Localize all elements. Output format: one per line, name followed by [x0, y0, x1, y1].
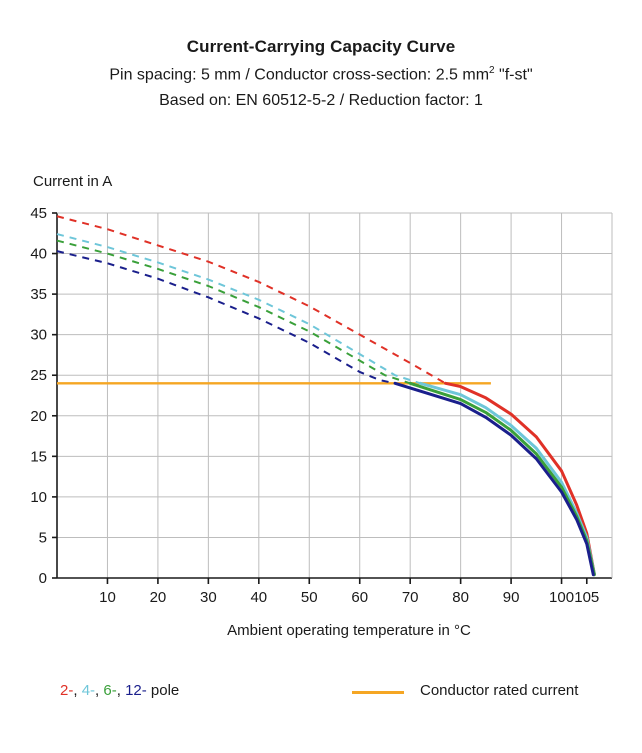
subtitle-1-post: "f-st"	[494, 66, 533, 84]
legend-2-pole: 2-	[60, 682, 74, 699]
svg-text:10: 10	[30, 488, 47, 506]
chart-legend	[0, 682, 642, 706]
subtitle-1-pre: Pin spacing: 5 mm / Conductor cross-section: 2.5 mm	[109, 66, 490, 84]
legend-sep-2: ,	[95, 682, 104, 699]
legend-sep-3: ,	[116, 682, 126, 699]
svg-text:50: 50	[300, 589, 318, 606]
svg-text:80: 80	[452, 589, 469, 606]
axis-lines	[52, 213, 612, 584]
svg-text:35: 35	[30, 286, 47, 304]
svg-text:30: 30	[200, 589, 217, 606]
svg-text:5: 5	[38, 529, 47, 547]
svg-text:40: 40	[30, 245, 47, 263]
x-axis-title-text: Ambient operating temperature in °C	[227, 622, 471, 639]
svg-text:70: 70	[401, 589, 419, 606]
svg-text:90: 90	[502, 589, 520, 606]
x-axis-title	[0, 622, 642, 639]
svg-text:45: 45	[30, 205, 47, 222]
svg-text:100: 100	[549, 589, 575, 606]
legend-poles	[60, 682, 179, 699]
gridlines	[57, 213, 612, 578]
svg-text:20: 20	[149, 589, 167, 606]
svg-text:20: 20	[30, 407, 47, 425]
legend-pole-suffix: pole	[146, 682, 180, 699]
legend-sep-1: ,	[73, 682, 82, 699]
capacity-curves	[57, 216, 594, 575]
subtitle-line-2: Based on: EN 60512-5-2 / Reduction factor: 1	[159, 92, 483, 110]
svg-text:30: 30	[30, 326, 47, 344]
y-axis-title: Current in A	[33, 173, 113, 190]
x-tick-labels	[99, 589, 599, 606]
legend-4-pole: 4-	[81, 682, 96, 699]
legend-6-pole: 6-	[103, 682, 117, 699]
svg-text:0: 0	[38, 570, 47, 587]
svg-text:40: 40	[250, 589, 268, 606]
legend-rated-label: Conductor rated current	[420, 682, 579, 699]
legend-rated-swatch	[352, 691, 404, 694]
legend-12-pole: 12-	[125, 682, 147, 699]
svg-text:105: 105	[574, 589, 600, 606]
svg-text:10: 10	[99, 589, 116, 606]
subtitle-1-superscript: 2	[489, 65, 495, 76]
svg-text:25: 25	[30, 367, 47, 385]
svg-text:60: 60	[351, 589, 369, 606]
svg-text:15: 15	[30, 448, 47, 466]
y-tick-labels	[30, 205, 47, 587]
page-title: Current-Carrying Capacity Curve	[186, 37, 456, 56]
